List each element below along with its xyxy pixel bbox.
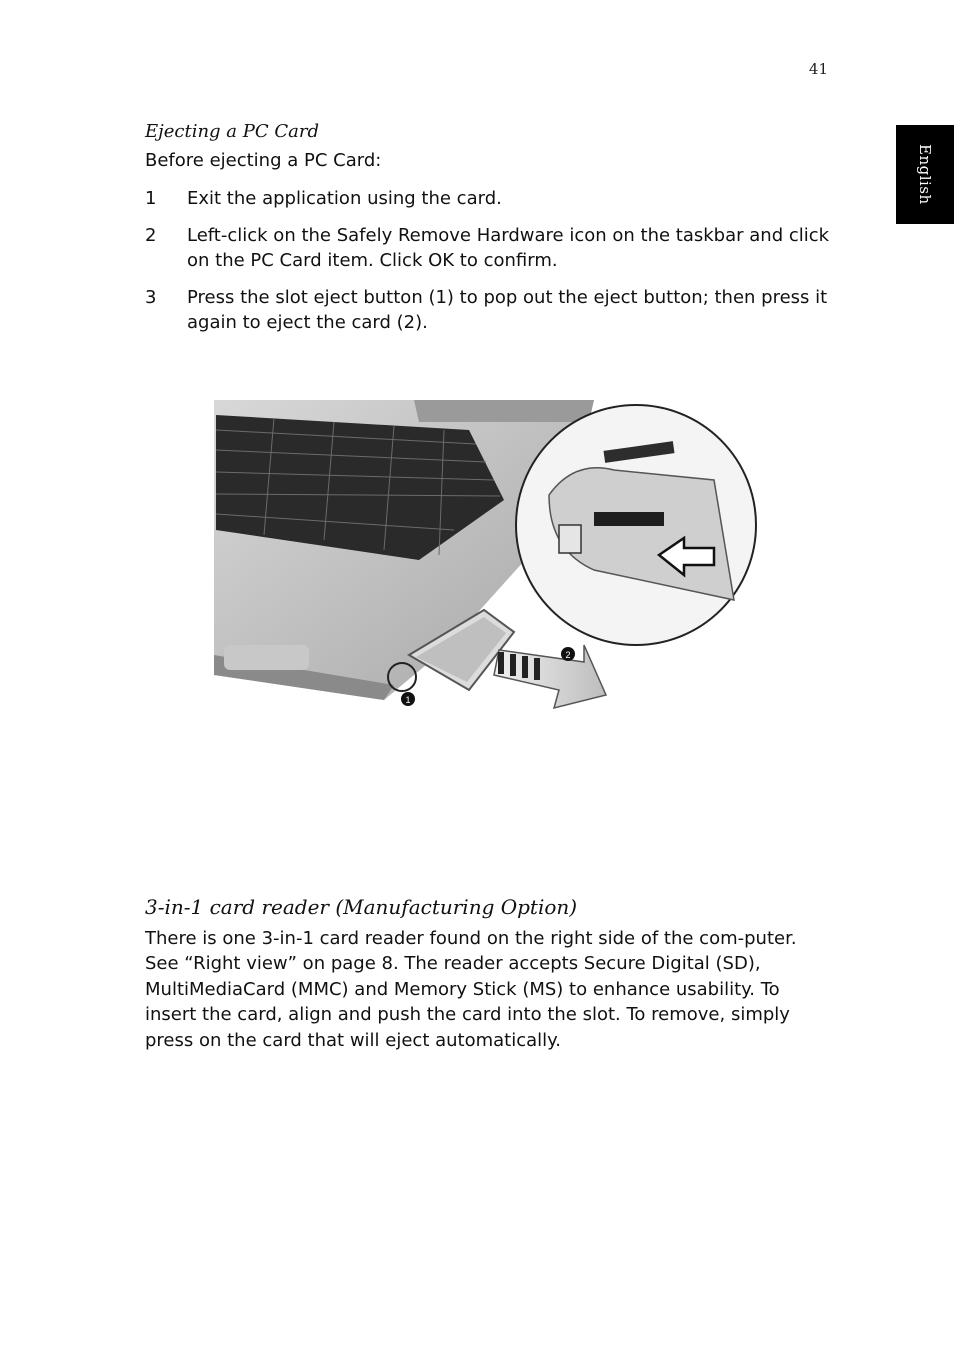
language-tab-label: English (916, 144, 934, 205)
step-number: 3 (145, 287, 157, 308)
step-text: Press the slot eject button (1) to pop out the eject button; then press it again to eject the card (2). (187, 287, 828, 333)
callout-1 (401, 692, 415, 706)
section-heading-card-reader: 3-in-1 card reader (Manufacturing Option) (145, 895, 578, 919)
list-item (145, 223, 835, 273)
eject-arrow (494, 645, 606, 708)
step-list (145, 186, 835, 347)
step-text: Left-click on the Safely Remove Hardware icon on the taskbar and click on the PC Card item. Click OK to confirm. (187, 225, 830, 271)
zoom-inset (516, 405, 756, 645)
callout-2 (561, 647, 575, 661)
language-tab (896, 125, 954, 224)
callout-2-label: 2 (565, 650, 571, 660)
step-text: Exit the application using the card. (187, 188, 502, 209)
page-number: 41 (808, 60, 828, 78)
list-item (145, 285, 835, 335)
pc-card-eject-illustration (214, 400, 764, 720)
card-reader-paragraph: There is one 3-in-1 card reader found on the right side of the com-puter. See “Right view” on page 8. The reader accepts Secure Digital (SD), MultiMediaCard (MMC) and Memory Stick (MS) to enhance usability. To insert the card, align and push the card into the slot. To remove, simply press on the card that will eject automatically. (145, 928, 797, 1051)
callout-1-label: 1 (405, 695, 411, 705)
section-heading-ejecting-pc-card: Ejecting a PC Card (145, 121, 319, 142)
step-number: 1 (145, 188, 157, 209)
step-number: 2 (145, 225, 157, 246)
list-item (145, 186, 835, 211)
intro-text: Before ejecting a PC Card: (145, 150, 382, 171)
